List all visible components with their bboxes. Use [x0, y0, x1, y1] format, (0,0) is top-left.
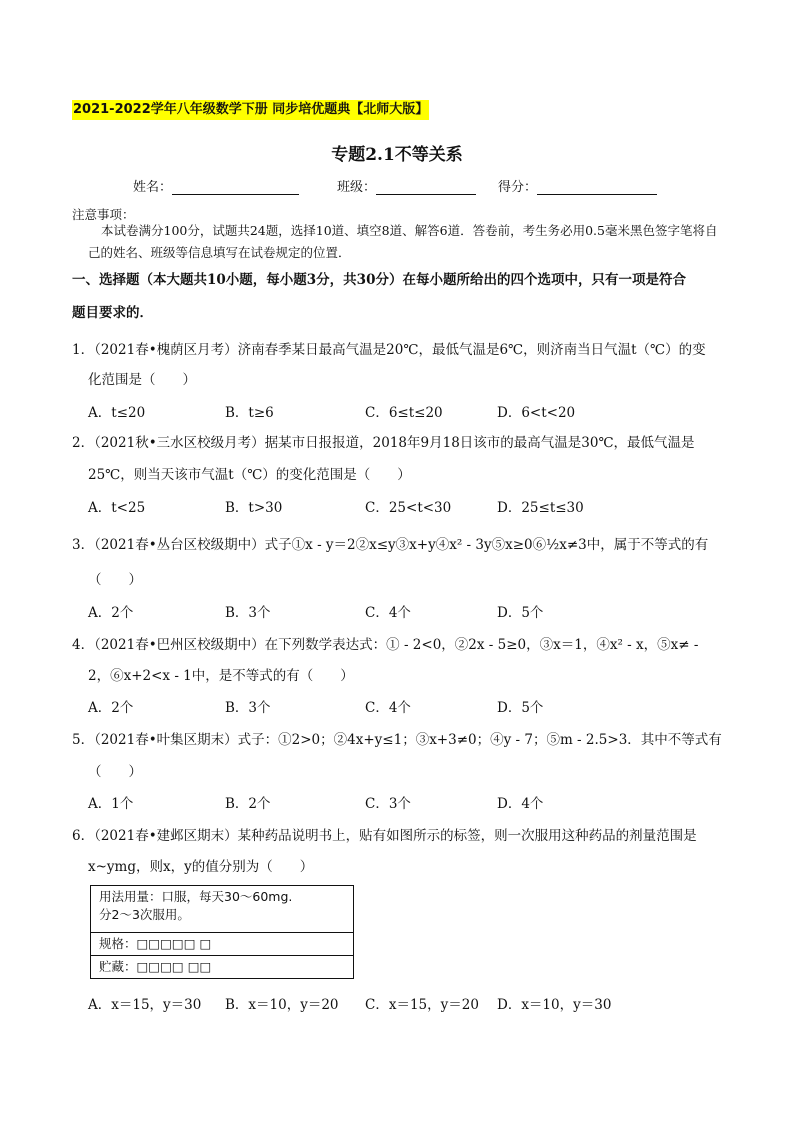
question-2-line2: 25℃，则当天该市气温t（℃）的变化范围是（ ）	[88, 467, 411, 483]
question-4-line1: 4．（2021春•巴州区校级期中）在下列数学表达式：① - 2<0，②2x - 5≥0，③x＝1，④x² - x，⑤x≠ -	[72, 637, 699, 653]
class-field	[337, 176, 476, 195]
question-5-option-d[interactable]: D．4个	[497, 796, 544, 812]
question-2-option-a[interactable]: A．t<25	[88, 500, 146, 516]
drug-spec-row: 规格：□□□□□ □	[91, 933, 353, 956]
drug-usage-line1: 用法用量：口服，每天30～60mg.	[99, 889, 293, 904]
question-1-line2: 化范围是（ ）	[88, 372, 196, 388]
header-banner: 2021-2022学年八年级数学下册 同步培优题典【北师大版】	[72, 100, 429, 120]
page-title: 专题2.1不等关系	[331, 145, 463, 165]
drug-usage-row	[91, 886, 353, 933]
question-4-option-c[interactable]: C．4个	[365, 700, 411, 716]
question-4-option-b[interactable]: B．3个	[225, 700, 271, 716]
question-3-option-a[interactable]: A．2个	[88, 605, 134, 621]
section-heading-line1: 一、选择题（本大题共10小题，每小题3分，共30分）在每小题所给出的四个选项中，只有一项是符合	[72, 272, 686, 288]
question-4-option-d[interactable]: D．5个	[497, 700, 544, 716]
question-3-option-b[interactable]: B．3个	[225, 605, 271, 621]
drug-storage-row: 贮藏：□□□□ □□	[99, 959, 212, 974]
question-6-line1: 6．（2021春•建邺区期末）某种药品说明书上，贴有如图所示的标签，则一次服用这种药品的剂量范围是	[72, 828, 697, 844]
class-label: 班级：	[337, 180, 377, 195]
name-field	[133, 176, 299, 195]
question-3-line1: 3．（2021春•丛台区校级期中）式子①x - y＝2②x≤y③x+y④x² - 3y⑤x≥0⑥½x≠3中，属于不等式的有	[72, 537, 709, 553]
question-1-option-a[interactable]: A．t≤20	[88, 405, 146, 421]
name-blank[interactable]	[172, 180, 299, 195]
question-2-option-d[interactable]: D．25≤t≤30	[497, 500, 584, 516]
name-label: 姓名：	[133, 180, 173, 195]
question-1-option-c[interactable]: C．6≤t≤20	[365, 405, 443, 421]
score-field	[498, 176, 657, 195]
question-6-option-b[interactable]: B．x＝10，y＝20	[225, 997, 339, 1013]
question-3-option-d[interactable]: D．5个	[497, 605, 544, 621]
question-3-line2: （ ）	[88, 572, 142, 588]
class-blank[interactable]	[376, 180, 476, 195]
question-2-option-b[interactable]: B．t>30	[225, 500, 283, 516]
question-5-option-a[interactable]: A．1个	[88, 796, 134, 812]
section-heading-line2: 题目要求的．	[72, 305, 153, 321]
question-3-option-c[interactable]: C．4个	[365, 605, 411, 621]
question-4-line2: 2，⑥x+2<x - 1中，是不等式的有（ ）	[88, 668, 354, 684]
question-2-line1: 2．（2021秋•三水区校级月考）据某市日报报道，2018年9月18日该市的最高气温是30℃，最低气温是	[72, 435, 695, 451]
question-5-option-b[interactable]: B．2个	[225, 796, 271, 812]
question-1-line1: 1．（2021春•槐荫区月考）济南春季某日最高气温是20℃，最低气温是6℃，则济南当日气温t（℃）的变	[72, 342, 706, 358]
score-label: 得分：	[498, 180, 538, 195]
question-6-option-d[interactable]: D．x＝10，y＝30	[497, 997, 612, 1013]
drug-usage-line2: 分2～3次服用。	[99, 907, 190, 922]
question-1-option-d[interactable]: D．6<t<20	[497, 405, 576, 421]
question-5-option-c[interactable]: C．3个	[365, 796, 411, 812]
drug-label-box	[90, 885, 354, 979]
question-4-option-a[interactable]: A．2个	[88, 700, 134, 716]
notes-heading: 注意事项：	[72, 207, 135, 222]
question-5-line2: （ ）	[88, 764, 142, 780]
question-1-option-b[interactable]: B．t≥6	[225, 405, 274, 421]
question-2-option-c[interactable]: C．25<t<30	[365, 500, 452, 516]
notes-text: 本试卷满分100分，试题共24题，选择10道、填空8道、解答6道．答卷前，考生务必用0.5毫米黑色签字笔将自己的姓名、班级等信息填写在试卷规定的位置．	[88, 223, 718, 260]
question-5-line1: 5．（2021春•叶集区期末）式子：①2>0；②4x+y≤1；③x+3≠0；④y - 7；⑤m - 2.5>3．其中不等式有	[72, 732, 722, 748]
score-blank[interactable]	[537, 180, 657, 195]
question-6-line2: x~ymg，则x，y的值分别为（ ）	[88, 859, 314, 875]
question-6-option-c[interactable]: C．x＝15，y＝20	[365, 997, 479, 1013]
section-heading	[72, 264, 722, 330]
question-6-option-a[interactable]: A．x＝15，y＝30	[88, 997, 202, 1013]
